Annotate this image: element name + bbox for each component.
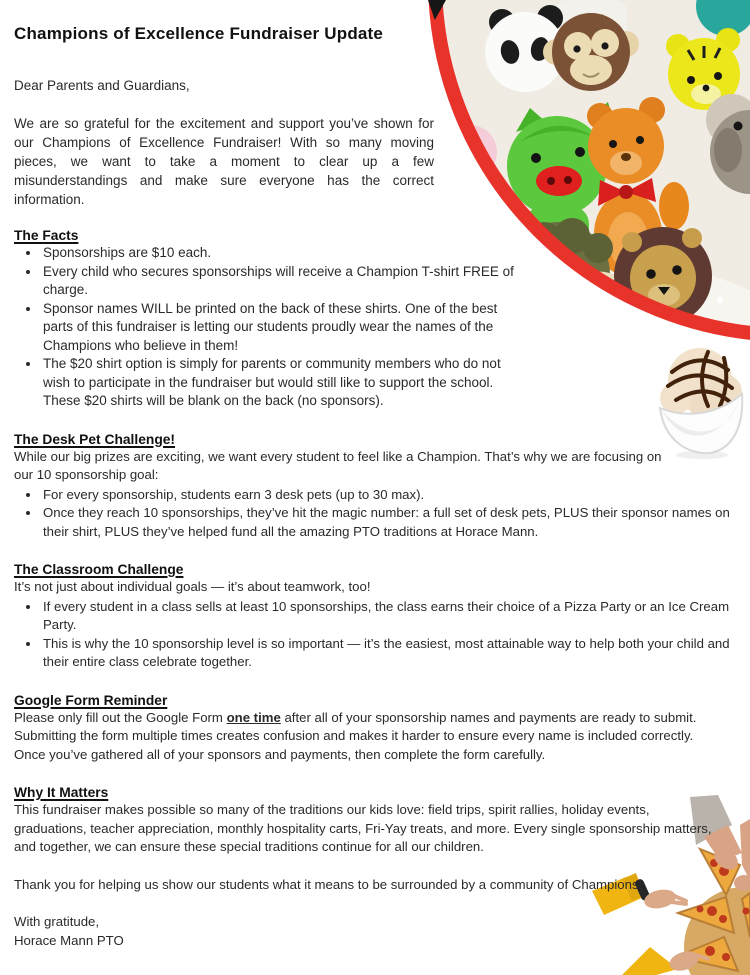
section-desk-pet-challenge xyxy=(14,432,750,542)
bullet-item: • If every student in a class sells at least 10 sponsorships, the class earns their choice of a Pizza Party or an Ice Cream Party. xyxy=(41,598,750,635)
bullet-item: • Every child who secures sponsorships will receive a Champion T-shirt FREE of charge. xyxy=(41,263,519,300)
bullet-item: • For every sponsorship, students earn 3 desk pets (up to 30 max). xyxy=(41,486,749,505)
google-form-text-after: after all of your sponsorship names and payments are ready to submit. Submitting the form multiple times creates confusion and makes it harder to ensure every name is included correctly. Once you’ve gathered all of your sponsors and payments, then complete the form carefully. xyxy=(14,709,697,762)
bullet-item: • Once they reach 10 sponsorships, they’ve hit the magic number: a full set of desk pets, PLUS their sponsor names on their shirt, PLUS they’ve helped fund all the amazing PTO traditions at Horace Mann. xyxy=(41,504,749,541)
desk-pet-bullet-list xyxy=(14,486,749,542)
salutation: Dear Parents and Guardians, xyxy=(14,78,190,93)
classroom-bullet-list xyxy=(14,598,750,672)
section-heading-why-it-matters: Why It Matters xyxy=(14,785,109,800)
bullet-item: • Sponsor names WILL be printed on the back of these shirts. One of the best parts of this fundraiser is letting our students proudly wear the names of the Champions who believe in them! xyxy=(41,300,519,356)
section-paragraph: It’s not just about individual goals — it’s about teamwork, too! xyxy=(14,579,371,594)
intro-paragraph: We are so grateful for the excitement and support you’ve shown for our Champions of Excellence Fundraiser! With so many moving pieces, we want to take a moment to clear up a few misunderstandings and make sure everyone has the correct information. xyxy=(14,116,434,207)
section-heading-classroom: The Classroom Challenge xyxy=(14,562,184,577)
section-paragraph: This fundraiser makes possible so many of the traditions our kids love: field trips, spirit rallies, holiday events, graduations, teacher appreciation, monthly hospitality carts, Fri-Yay treats, and more. Every single sponsorship matters, and together, we can ensure these special traditions continue for all our children. xyxy=(14,802,712,854)
closing-line: With gratitude, xyxy=(14,914,100,929)
section-classroom-challenge xyxy=(14,562,750,672)
section-paragraph: While our big prizes are exciting, we want every student to feel like a Champion. That’s why we are focusing on our 10 sponsorship goal: xyxy=(14,448,662,482)
bullet-item: • This is why the 10 sponsorship level is so important — it’s the easiest, most attainable way to help both your child and their entire class celebrate together. xyxy=(41,635,750,672)
bullet-item: • The $20 shirt option is simply for parents or community members who do not wish to participate in the fundraiser but would still like to support the school. These $20 shirts will be blank on the back (no sponsors). xyxy=(41,355,519,411)
section-paragraph xyxy=(14,709,711,765)
section-google-form-reminder xyxy=(14,693,750,765)
lower-sections xyxy=(14,432,750,951)
signature-line: Horace Mann PTO xyxy=(14,932,124,948)
bullet-item: • Sponsorships are $10 each. xyxy=(41,244,519,263)
thank-you-paragraph: Thank you for helping us show our students what it means to be surrounded by a community of Champions! xyxy=(14,876,643,892)
section-heading-the-facts: The Facts xyxy=(14,228,79,243)
facts-bullet-list xyxy=(14,244,519,411)
page-title: Champions of Excellence Fundraiser Update xyxy=(14,24,384,43)
google-form-text-before: Please only fill out the Google Form xyxy=(14,709,227,725)
section-heading-desk-pet: The Desk Pet Challenge! xyxy=(14,431,176,447)
section-the-facts xyxy=(14,228,750,411)
section-heading-google-form: Google Form Reminder xyxy=(14,692,168,708)
section-why-it-matters xyxy=(14,785,750,857)
one-time-emphasis: one time xyxy=(226,709,281,725)
